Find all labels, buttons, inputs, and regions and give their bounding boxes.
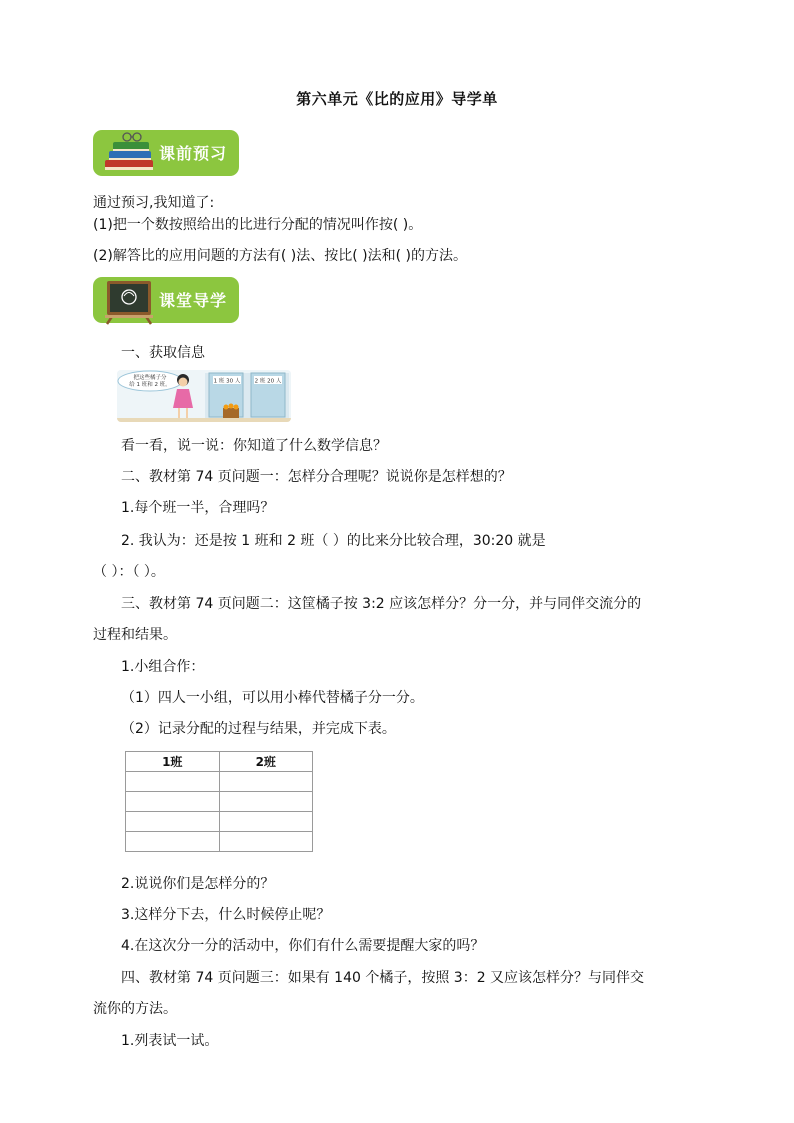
part4-heading-line-2: 流你的方法。 bbox=[93, 1001, 177, 1017]
table-cell[interactable] bbox=[126, 792, 220, 812]
part3-step-1: （1）四人一小组，可以用小棒代替橘子分一分。 bbox=[121, 690, 424, 706]
part3-question-4: 4.在这次分一分的活动中，你们有什么需要提醒大家的吗？ bbox=[121, 938, 485, 954]
preview-question-2: (2)解答比的应用问题的方法有( )法、按比( )法和( )的方法。 bbox=[93, 248, 467, 264]
part3-step-2: （2）记录分配的过程与结果，并完成下表。 bbox=[121, 721, 396, 737]
table-cell[interactable] bbox=[219, 792, 313, 812]
table-cell[interactable] bbox=[219, 832, 313, 852]
table-cell[interactable] bbox=[219, 772, 313, 792]
part3-question-3: 3.这样分下去，什么时候停止呢？ bbox=[121, 907, 331, 923]
preview-banner bbox=[93, 130, 239, 176]
table-cell[interactable] bbox=[219, 812, 313, 832]
classroom-banner-label: 课堂导学 bbox=[159, 291, 228, 310]
table-cell[interactable] bbox=[126, 812, 220, 832]
part3-group-work: 1.小组合作： bbox=[121, 659, 205, 675]
books-icon bbox=[99, 130, 159, 178]
table-header-class-2: 2班 bbox=[219, 752, 313, 772]
classroom-illustration bbox=[117, 370, 291, 422]
part2-heading: 二、教材第 74 页问题一：怎样分合理呢？说说你是怎样想的？ bbox=[121, 469, 512, 485]
part4-heading-line-1: 四、教材第 74 页问题三：如果有 140 个橘子，按照 3：2 又应该怎样分？与同伴交 bbox=[121, 970, 645, 986]
table-row bbox=[126, 772, 313, 792]
table-row bbox=[126, 832, 313, 852]
part1-heading: 一、获取信息 bbox=[121, 345, 205, 361]
illustration-graphic bbox=[117, 370, 291, 422]
door-sign-2: 2 班 20 人 bbox=[254, 378, 282, 385]
part3-heading-line-2: 过程和结果。 bbox=[93, 627, 177, 643]
bubble-line-2: 给 1 班和 2 班。 bbox=[129, 382, 171, 388]
table-row bbox=[126, 812, 313, 832]
door-sign-1: 1 班 30 人 bbox=[213, 378, 241, 385]
bubble-line-1: 把这些橘子分 bbox=[133, 375, 167, 381]
part2-question-2-line-1: 2. 我认为：还是按 1 班和 2 班（ ）的比来分比较合理，30:20 就是 bbox=[121, 533, 546, 549]
table-cell[interactable] bbox=[126, 772, 220, 792]
part1-prompt: 看一看，说一说：你知道了什么数学信息？ bbox=[121, 438, 387, 454]
part3-question-2: 2.说说你们是怎样分的？ bbox=[121, 876, 275, 892]
preview-intro: 通过预习,我知道了: bbox=[93, 195, 215, 211]
table-header-class-1: 1班 bbox=[126, 752, 220, 772]
preview-question-1: (1)把一个数按照给出的比进行分配的情况叫作按( )。 bbox=[93, 217, 423, 233]
table-cell[interactable] bbox=[126, 832, 220, 852]
table-header-row bbox=[126, 752, 313, 772]
part4-question-1: 1.列表试一试。 bbox=[121, 1033, 219, 1049]
blackboard-icon bbox=[99, 277, 159, 325]
part2-question-2-line-2: （ ）：（ ）。 bbox=[93, 564, 165, 580]
page-title: 第六单元《比的应用》导学单 bbox=[296, 90, 498, 108]
distribution-table bbox=[125, 751, 313, 852]
part3-heading-line-1: 三、教材第 74 页问题二：这筐橘子按 3:2 应该怎样分？分一分，并与同伴交流分的 bbox=[121, 596, 642, 612]
classroom-banner bbox=[93, 277, 239, 323]
preview-banner-label: 课前预习 bbox=[159, 144, 228, 163]
part2-question-1: 1.每个班一半，合理吗？ bbox=[121, 500, 275, 516]
table-row bbox=[126, 792, 313, 812]
